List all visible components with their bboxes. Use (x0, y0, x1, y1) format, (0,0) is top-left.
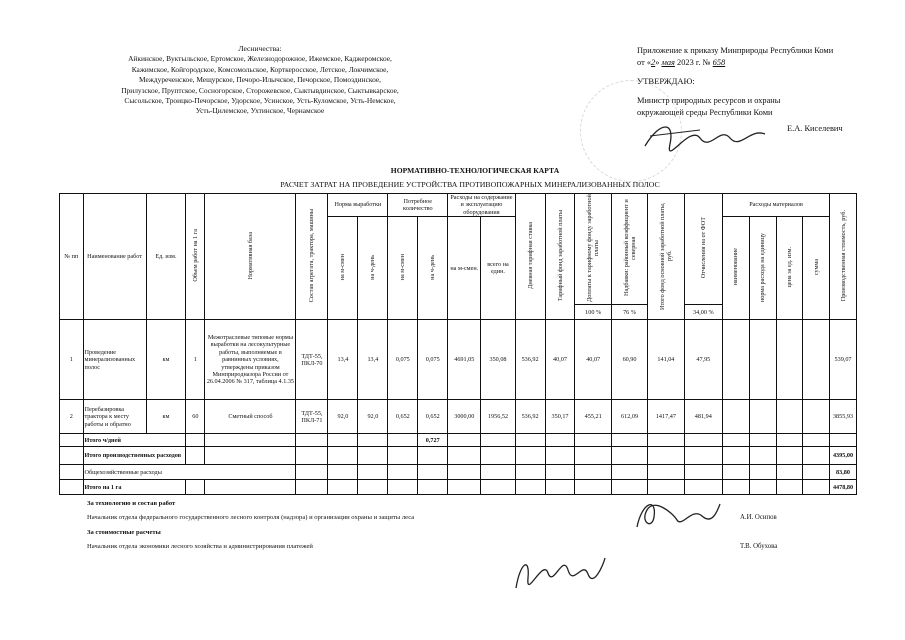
total-production-label: Итого производственных расходов (83, 447, 186, 465)
row-volume: 60 (186, 400, 205, 434)
order-date-line (637, 57, 877, 69)
total-days-value: 0,727 (418, 434, 448, 447)
card-subtitle: РАСЧЕТ ЗАТРАТ НА ПРОВЕДЕНИЕ УСТРОЙСТВА ПРОТИВОПОЖАРНЫХ МИНЕРАЛИЗОВАННЫХ ПОЛОС (280, 180, 660, 189)
per-hectare-row (60, 480, 857, 495)
tech-name: А.И. Осипов (740, 514, 777, 521)
col-mat-name: наименование (723, 217, 750, 320)
forestries-title: Лесничества: (238, 44, 282, 53)
row-num: 2 (60, 400, 84, 434)
row-need-shift: 0,075 (388, 320, 418, 400)
row-norm-base: Сметный способ (205, 400, 296, 434)
pct-fot: 34,00 % (684, 305, 723, 320)
row-per-shift: 92,0 (328, 400, 358, 434)
forestries-block (60, 44, 460, 117)
col-maint: Расходы на содержание и эксплуатацию оборудования (448, 194, 515, 217)
col-daily-rate: Дневная тарифная ставка (515, 194, 545, 320)
total-days-label: Итого ч/дней (83, 434, 186, 447)
row-maint-total: 350,08 (481, 320, 515, 400)
col-tariff-fund: Тарифный фонд заработной платы (545, 194, 575, 320)
col-norm-base: Нормативная база (205, 194, 296, 320)
col-volume: Объем работ на 1 га (186, 194, 205, 320)
forestries-line: Прилузское, Пруптское, Сосногорское, Сторожевское, Сыктывдинское, Сыктывкарское, (121, 85, 399, 95)
row-norm-base: Межотраслевые типовые нормы выработки на лесокультурные работы, выполняемые в равнинных условиях, утверждены приказом Минприродназора России от 26.04.2006 № 317, таблица 4.1.35 (205, 320, 296, 400)
minister-title-1: Министр природных ресурсов и охраны (637, 96, 781, 105)
row-mat-name (723, 400, 750, 434)
general-expenses-value: 83,80 (830, 465, 857, 480)
row-mat-price (776, 400, 803, 434)
col-maint-total: всего на един. (481, 217, 515, 320)
date-mid: » (655, 58, 660, 67)
table-row (60, 320, 857, 400)
row-unit: км (146, 320, 186, 400)
cost-heading: За стоимостные расчеты (87, 529, 161, 536)
obukhova-signature (508, 548, 608, 593)
row-unit: км (146, 400, 186, 434)
table-row (60, 400, 857, 434)
col-need-day: на ч-день (418, 217, 448, 320)
col-need-shift: на м-смен (388, 217, 418, 320)
pct-allowance: 76 % (611, 305, 647, 320)
row-machinery: ТДТ-55, ПКЛ-70 (296, 320, 328, 400)
forestries-line: Кажимское, Койгородское, Комсомольское, Корткеросское, Летское, Локчимское, (131, 64, 389, 74)
card-title: НОРМАТИВНО-ТЕХНОЛОГИЧЕСКАЯ КАРТА (390, 166, 560, 175)
col-prod-cost: Производственная стоимость, руб. (830, 194, 857, 320)
row-maint-shift: 3000,00 (448, 400, 481, 434)
row-daily-rate: 536,92 (515, 400, 545, 434)
col-need: Потребное количество (388, 194, 448, 217)
general-expenses-label: Общехозяйственные расходы (83, 465, 296, 480)
minister-name: Е.А. Киселевич (787, 124, 843, 133)
per-hectare-label: Итого на 1 га (83, 480, 186, 495)
forestries-line: Усть-Цилемское, Ухтинское, Чернамское (195, 106, 325, 116)
row-mat-sum (803, 320, 830, 400)
row-name: Перебазировка трактора к месту работы и обратно (83, 400, 146, 434)
col-unit: Ед. изм. (146, 194, 186, 320)
total-production-row (60, 447, 857, 465)
cost-table (59, 193, 857, 495)
total-days-row (60, 434, 857, 447)
row-need-day: 0,652 (418, 400, 448, 434)
order-day: 2 (651, 58, 656, 67)
per-hectare-value: 4478,80 (830, 480, 857, 495)
cost-name: Т.В. Обухова (740, 543, 778, 550)
col-name: Наименование работ (83, 194, 146, 320)
order-month: мая (661, 58, 675, 67)
row-daily-rate: 536,92 (515, 320, 545, 400)
col-per-shift: на м-смен (328, 217, 358, 320)
row-num: 1 (60, 320, 84, 400)
col-fot: Отчисления на от ФОТ (684, 194, 723, 305)
total-production-value: 4395,00 (830, 447, 857, 465)
col-extra: Доплаты к тарифному фонду заработной платы (575, 194, 611, 305)
row-mat-norm (749, 400, 776, 434)
row-allowance: 60,90 (611, 320, 647, 400)
row-per-day: 92,0 (358, 400, 388, 434)
row-tariff-fund: 350,17 (545, 400, 575, 434)
date-prefix: от « (637, 58, 652, 67)
forestries-line: Сысольское, Троицко-Печорское, Удорское, Усинское, Усть-Куломское, Усть-Немское, (124, 96, 396, 106)
pct-extra: 100 % (575, 305, 611, 320)
row-extra: 455,21 (575, 400, 611, 434)
row-maint-total: 1956,52 (481, 400, 515, 434)
approve-label: УТВЕРЖДАЮ: (637, 76, 695, 86)
row-need-day: 0,075 (418, 320, 448, 400)
row-total-fund: 1417,47 (648, 400, 684, 434)
row-total-fund: 141,04 (648, 320, 684, 400)
col-total-fund: Итого фонд основной заработной платы, руб. (648, 194, 684, 320)
minister-signature (640, 116, 770, 156)
row-maint-shift: 4691,05 (448, 320, 481, 400)
row-need-shift: 0,652 (388, 400, 418, 434)
forestries-line: Междуреченское, Мещурское, Печоро-Илычское, Печорское, Помоздинское, (139, 75, 381, 85)
cost-position: Начальник отдела экономики лесного хозяйства и администрирования платежей (87, 543, 313, 550)
row-fot: 481,94 (684, 400, 723, 434)
row-mat-price (776, 320, 803, 400)
order-number: 658 (712, 58, 726, 67)
forestries-line: Айкинское, Вуктыльское, Ертомское, Железнодорожное, Ижемское, Каджеромское, (128, 54, 392, 64)
col-per-day: на ч-день (358, 217, 388, 320)
minister-title-2: окружающей среды Республики Коми (637, 108, 773, 117)
row-prod-cost: 539,07 (830, 320, 857, 400)
col-mat-sum: сумма (803, 217, 830, 320)
row-mat-name (723, 320, 750, 400)
col-materials: Расходы материалов (723, 194, 830, 217)
row-volume: 1 (186, 320, 205, 400)
row-allowance: 612,09 (611, 400, 647, 434)
col-allowance: Надбавки: районный коэффициент и северная (611, 194, 647, 305)
row-per-shift: 13,4 (328, 320, 358, 400)
row-machinery: ТДТ-55, ПКЛ-71 (296, 400, 328, 434)
row-mat-sum (803, 400, 830, 434)
row-name: Проведение минерализованных полос (83, 320, 146, 400)
row-tariff-fund: 40,07 (545, 320, 575, 400)
general-expenses-row (60, 465, 857, 480)
col-num: № пп (60, 194, 84, 320)
col-norm-output: Норма выработки (328, 194, 388, 217)
tech-heading: За технологию и состав работ (87, 500, 176, 507)
row-prod-cost: 3855,93 (830, 400, 857, 434)
order-year: 2023 г. № (677, 58, 711, 67)
row-fot: 47,95 (684, 320, 723, 400)
appendix-line: Приложение к приказу Минприроды Республики Коми (637, 46, 834, 55)
col-mat-price: цена за ед. изм. (776, 217, 803, 320)
osipov-signature (632, 492, 722, 532)
row-per-day: 13,4 (358, 320, 388, 400)
col-maint-shift: на м-смен. (448, 217, 481, 320)
row-mat-norm (749, 320, 776, 400)
col-machinery: Состав агрегата, трактора, машины (296, 194, 328, 320)
row-extra: 40,07 (575, 320, 611, 400)
tech-position: Начальник отдела федерального государственного лесного контроля (надзора) и организации охраны и защиты леса (87, 514, 415, 521)
col-mat-norm: норма расхода на единицу (749, 217, 776, 320)
